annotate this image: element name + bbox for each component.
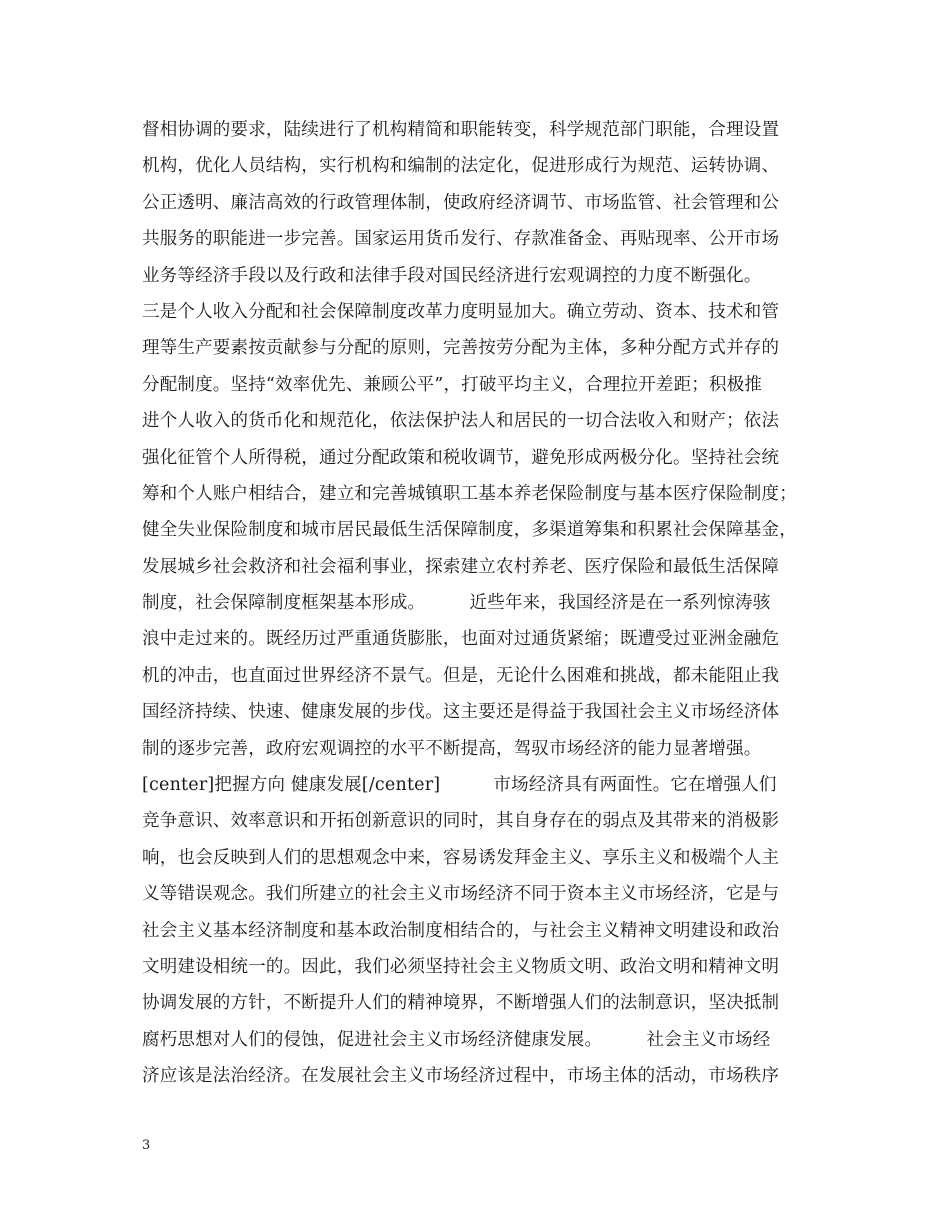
text-line: [center]把握方向 健康发展[/center] 市场经济具有两面性。它在增强人们 <box>142 775 777 796</box>
text-line: 协调发展的方针，不断提升人们的精神境界，不断增强人们的法制意识，坚决抵制 <box>142 993 780 1014</box>
text-line: 浪中走过来的。既经历过严重通货膨胀，也面对过通货紧缩；既遭受过亚洲金融危 <box>142 629 780 650</box>
text-line: 共服务的职能进一步完善。国家运用货币发行、存款准备金、再贴现率、公开市场 <box>142 229 780 250</box>
text-line: 社会主义基本经济制度和基本政治制度相结合的，与社会主义精神文明建设和政治 <box>142 920 780 941</box>
text-line: 义等错误观念。我们所建立的社会主义市场经济不同于资本主义市场经济，它是与 <box>142 884 780 905</box>
text-line: 发展城乡社会救济和社会福利事业，探索建立农村养老、医疗保险和最低生活保障 <box>142 556 780 577</box>
text-line: 机的冲击，也直面过世界经济不景气。但是，无论什么困难和挑战，都未能阻止我 <box>142 665 780 686</box>
text-line: 腐朽思想对人们的侵蚀，促进社会主义市场经济健康发展。 社会主义市场经 <box>142 1029 771 1050</box>
text-line: 进个人收入的货币化和规范化，依法保护法人和居民的一切合法收入和财产；依法 <box>142 411 780 432</box>
text-line: 筹和个人账户相结合，建立和完善城镇职工基本养老保险制度与基本医疗保险制度； <box>142 483 797 504</box>
text-line: 济应该是法治经济。在发展社会主义市场经济过程中，市场主体的活动，市场秩序 <box>142 1066 780 1087</box>
text-line: 响，也会反映到人们的思想观念中来，容易诱发拜金主义、享乐主义和极端个人主 <box>142 847 780 868</box>
body-text <box>142 112 842 1095</box>
text-line: 国经济持续、快速、健康发展的步伐。这主要还是得益于我国社会主义市场经济体 <box>142 702 780 723</box>
text-line: 业务等经济手段以及行政和法律手段对国民经济进行宏观调控的力度不断强化。 <box>142 265 762 286</box>
page-number: 3 <box>142 1138 151 1153</box>
text-line: 公正透明、廉洁高效的行政管理体制，使政府经济调节、市场监管、社会管理和公 <box>142 192 780 213</box>
text-line: 文明建设相统一的。因此，我们必须坚持社会主义物质文明、政治文明和精神文明 <box>142 956 780 977</box>
text-line: 机构，优化人员结构，实行机构和编制的法定化，促进形成行为规范、运转协调、 <box>142 156 780 177</box>
text-line: 三是个人收入分配和社会保障制度改革力度明显加大。确立劳动、资本、技术和管 <box>142 301 780 322</box>
text-line: 竞争意识、效率意识和开拓创新意识的同时，其自身存在的弱点及其带来的消极影 <box>142 811 780 832</box>
text-line: 强化征管个人所得税，通过分配政策和税收调节，避免形成两极分化。坚持社会统 <box>142 447 780 468</box>
text-line: 制的逐步完善，政府宏观调控的水平不断提高，驾驭市场经济的能力显著增强。 <box>142 738 762 759</box>
text-line: 督相协调的要求，陆续进行了机构精简和职能转变，科学规范部门职能，合理设置 <box>142 120 780 140</box>
text-line: 理等生产要素按贡献参与分配的原则，完善按劳分配为主体，多种分配方式并存的 <box>142 338 780 359</box>
text-line: 健全失业保险制度和城市居民最低生活保障制度，多渠道筹集和积累社会保障基金， <box>142 520 797 541</box>
text-line: 制度，社会保障制度框架基本形成。 近些年来，我国经济是在一系列惊涛骇 <box>142 593 771 614</box>
text-line: 分配制度。坚持“效率优先、兼顾公平”，打破平均主义，合理拉开差距；积极推 <box>142 374 763 395</box>
